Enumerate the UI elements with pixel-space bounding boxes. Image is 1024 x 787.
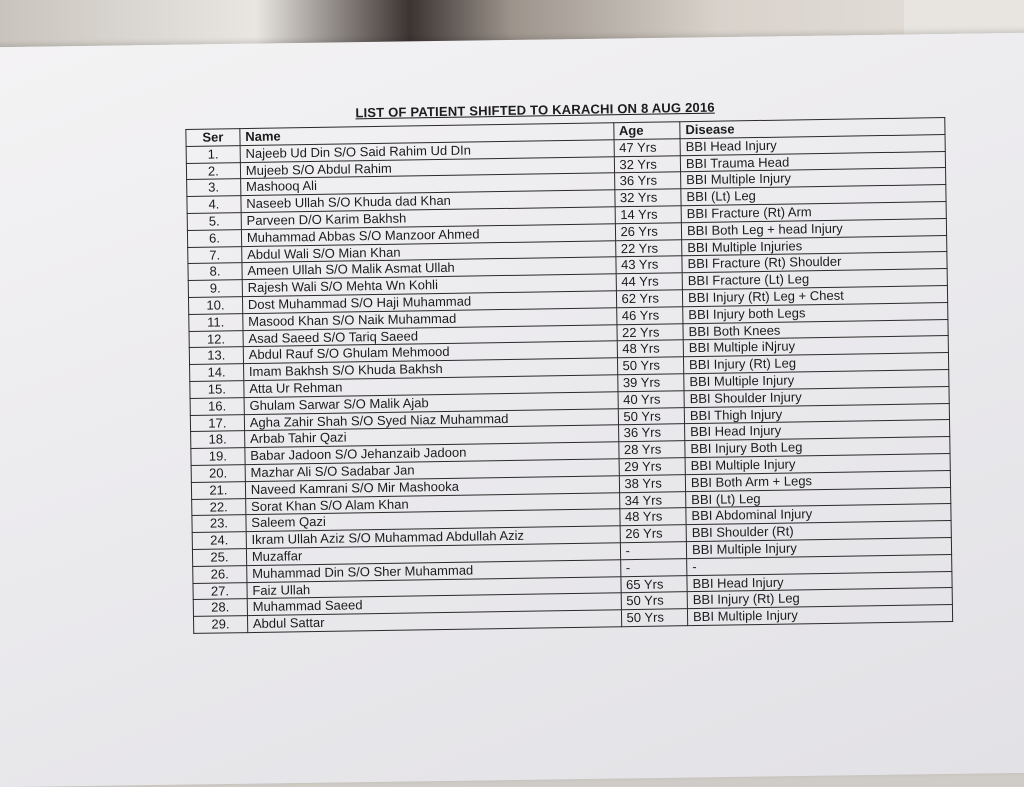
header-name: Name — [240, 123, 614, 146]
cell-ser: 8. — [188, 263, 242, 281]
cell-name: Saleem Qazi — [246, 509, 620, 532]
cell-ser: 9. — [188, 280, 242, 298]
cell-age: 36 Yrs — [618, 424, 685, 442]
cell-ser: 26. — [193, 565, 247, 583]
cell-age: 48 Yrs — [617, 340, 684, 358]
cell-age: 50 Yrs — [621, 609, 688, 627]
cell-disease: BBI Abdominal Injury — [686, 504, 951, 525]
cell-ser: 6. — [187, 229, 241, 247]
cell-disease: BBI (Lt) Leg — [681, 185, 946, 206]
header-age: Age — [613, 122, 680, 140]
cell-age: 50 Yrs — [618, 407, 685, 425]
cell-disease: BBI Both Knees — [683, 319, 948, 340]
cell-ser: 18. — [191, 431, 245, 449]
cell-age: 29 Yrs — [619, 458, 686, 476]
cell-name: Masood Khan S/O Naik Muhammad — [243, 308, 617, 331]
cell-name: Rajesh Wali S/O Mehta Wn Kohli — [242, 274, 616, 297]
cell-age: 22 Yrs — [616, 323, 683, 341]
cell-ser: 3. — [187, 179, 241, 197]
header-disease: Disease — [680, 118, 945, 139]
cell-disease: BBI Fracture (Lt) Leg — [682, 269, 947, 290]
cell-name: Ikram Ullah Aziz S/O Muhammad Abdullah Aziz — [246, 526, 620, 549]
cell-disease: BBI Fracture (Rt) Arm — [681, 202, 946, 223]
cell-ser: 2. — [186, 162, 240, 180]
cell-ser: 10. — [188, 297, 242, 315]
cell-ser: 4. — [187, 196, 241, 214]
cell-age: 38 Yrs — [619, 474, 686, 492]
cell-ser: 28. — [193, 599, 247, 617]
cell-ser: 15. — [190, 381, 244, 399]
cell-name: Imam Bakhsh S/O Khuda Bakhsh — [243, 358, 617, 381]
cell-ser: 1. — [186, 145, 240, 163]
cell-age: 46 Yrs — [616, 306, 683, 324]
cell-disease: BBI Shoulder (Rt) — [686, 521, 951, 542]
cell-ser: 25. — [192, 549, 246, 567]
cell-name: Ameen Ullah S/O Malik Asmat Ullah — [242, 257, 616, 280]
cell-disease: BBI Trauma Head — [680, 151, 945, 172]
cell-name: Dost Muhammad S/O Haji Muhammad — [242, 291, 616, 314]
cell-ser: 20. — [191, 465, 245, 483]
cell-disease: BBI Multiple Injury — [686, 537, 951, 558]
cell-name: Parveen D/O Karim Bakhsh — [241, 207, 615, 230]
cell-name: Mazhar Ali S/O Sadabar Jan — [245, 459, 619, 482]
cell-age: 50 Yrs — [621, 592, 688, 610]
cell-ser: 27. — [193, 582, 247, 600]
cell-name: Muhammad Din S/O Sher Muhammad — [247, 559, 621, 582]
cell-disease: BBI Injury both Legs — [683, 302, 948, 323]
cell-name: Abdul Wali S/O Mian Khan — [242, 240, 616, 263]
cell-disease: BBI Multiple iNjruy — [683, 336, 948, 357]
cell-disease: BBI Injury Both Leg — [685, 437, 950, 458]
cell-disease: BBI Injury (Rt) Leg + Chest — [682, 286, 947, 307]
cell-name: Naseeb Ullah S/O Khuda dad Khan — [241, 190, 615, 213]
cell-ser: 29. — [193, 616, 247, 634]
cell-disease: BBI Fracture (Rt) Shoulder — [682, 252, 947, 273]
cell-name: Faiz Ullah — [247, 576, 621, 599]
cell-ser: 24. — [192, 532, 246, 550]
cell-name: Abdul Sattar — [247, 610, 621, 633]
cell-age: 44 Yrs — [616, 273, 683, 291]
cell-disease: BBI (Lt) Leg — [686, 487, 951, 508]
cell-name: Arbab Tahir Qazi — [244, 425, 618, 448]
cell-name: Mashooq Ali — [240, 173, 614, 196]
cell-ser: 7. — [188, 246, 242, 264]
cell-disease: BBI Head Injury — [687, 571, 952, 592]
cell-age: 36 Yrs — [614, 172, 681, 190]
cell-ser: 12. — [189, 330, 243, 348]
cell-ser: 5. — [187, 213, 241, 231]
cell-ser: 14. — [190, 364, 244, 382]
cell-age: 26 Yrs — [620, 525, 687, 543]
cell-age: 28 Yrs — [618, 441, 685, 459]
cell-age: 40 Yrs — [618, 390, 685, 408]
cell-name: Abdul Rauf S/O Ghulam Mehmood — [243, 341, 617, 364]
cell-age: 14 Yrs — [615, 206, 682, 224]
cell-age: 50 Yrs — [617, 357, 684, 375]
cell-disease: - — [687, 554, 952, 575]
cell-disease: BBI Injury (Rt) Leg — [687, 588, 952, 609]
patient-table — [185, 117, 953, 634]
table-body — [186, 134, 953, 633]
cell-disease: BBI Head Injury — [680, 134, 945, 155]
cell-name: Muhammad Saeed — [247, 593, 621, 616]
cell-ser: 13. — [189, 347, 243, 365]
cell-age: 47 Yrs — [614, 139, 681, 157]
cell-disease: BBI Injury (Rt) Leg — [683, 353, 948, 374]
cell-disease: BBI Multiple Injury — [684, 369, 949, 390]
cell-disease: BBI Multiple Injury — [687, 605, 952, 626]
cell-disease: BBI Both Leg + head Injury — [681, 218, 946, 239]
cell-name: Mujeeb S/O Abdul Rahim — [240, 156, 614, 179]
cell-age: - — [620, 542, 687, 560]
cell-ser: 22. — [192, 498, 246, 516]
header-ser: Ser — [186, 129, 240, 147]
cell-name: Babar Jadoon S/O Jehanzaib Jadoon — [245, 442, 619, 465]
cell-name: Ghulam Sarwar S/O Malik Ajab — [244, 391, 618, 414]
cell-ser: 19. — [191, 448, 245, 466]
cell-age: 32 Yrs — [614, 189, 681, 207]
cell-age: 48 Yrs — [619, 508, 686, 526]
cell-ser: 16. — [190, 397, 244, 415]
cell-age: 22 Yrs — [615, 239, 682, 257]
cell-name: Naveed Kamrani S/O Mir Mashooka — [245, 475, 619, 498]
cell-age: 26 Yrs — [615, 222, 682, 240]
cell-age: - — [620, 558, 687, 576]
cell-disease: BBI Head Injury — [685, 420, 950, 441]
cell-name: Agha Zahir Shah S/O Syed Niaz Muhammad — [244, 408, 618, 431]
patient-list-document — [185, 96, 953, 634]
document-title: LIST OF PATIENT SHIFTED TO KARACHI ON 8 AUG 2016 — [355, 99, 715, 121]
cell-name: Sorat Khan S/O Alam Khan — [245, 492, 619, 515]
cell-disease: BBI Shoulder Injury — [684, 386, 949, 407]
cell-age: 39 Yrs — [617, 374, 684, 392]
cell-ser: 11. — [189, 313, 243, 331]
cell-age: 32 Yrs — [614, 155, 681, 173]
cell-name: Najeeb Ud Din S/O Said Rahim Ud DIn — [240, 140, 614, 163]
cell-name: Muzaffar — [246, 543, 620, 566]
cell-name: Asad Saeed S/O Tariq Saeed — [243, 324, 617, 347]
cell-disease: BBI Multiple Injury — [681, 168, 946, 189]
cell-age: 65 Yrs — [620, 575, 687, 593]
cell-disease: BBI Multiple Injury — [685, 453, 950, 474]
cell-age: 43 Yrs — [615, 256, 682, 274]
cell-ser: 21. — [191, 481, 245, 499]
cell-ser: 23. — [192, 515, 246, 533]
cell-name: Atta Ur Rehman — [244, 375, 618, 398]
cell-ser: 17. — [190, 414, 244, 432]
cell-age: 62 Yrs — [616, 290, 683, 308]
cell-name: Muhammad Abbas S/O Manzoor Ahmed — [241, 224, 615, 247]
cell-disease: BBI Both Arm + Legs — [685, 470, 950, 491]
cell-disease: BBI Multiple Injuries — [682, 235, 947, 256]
cell-age: 34 Yrs — [619, 491, 686, 509]
cell-disease: BBI Thigh Injury — [684, 403, 949, 424]
